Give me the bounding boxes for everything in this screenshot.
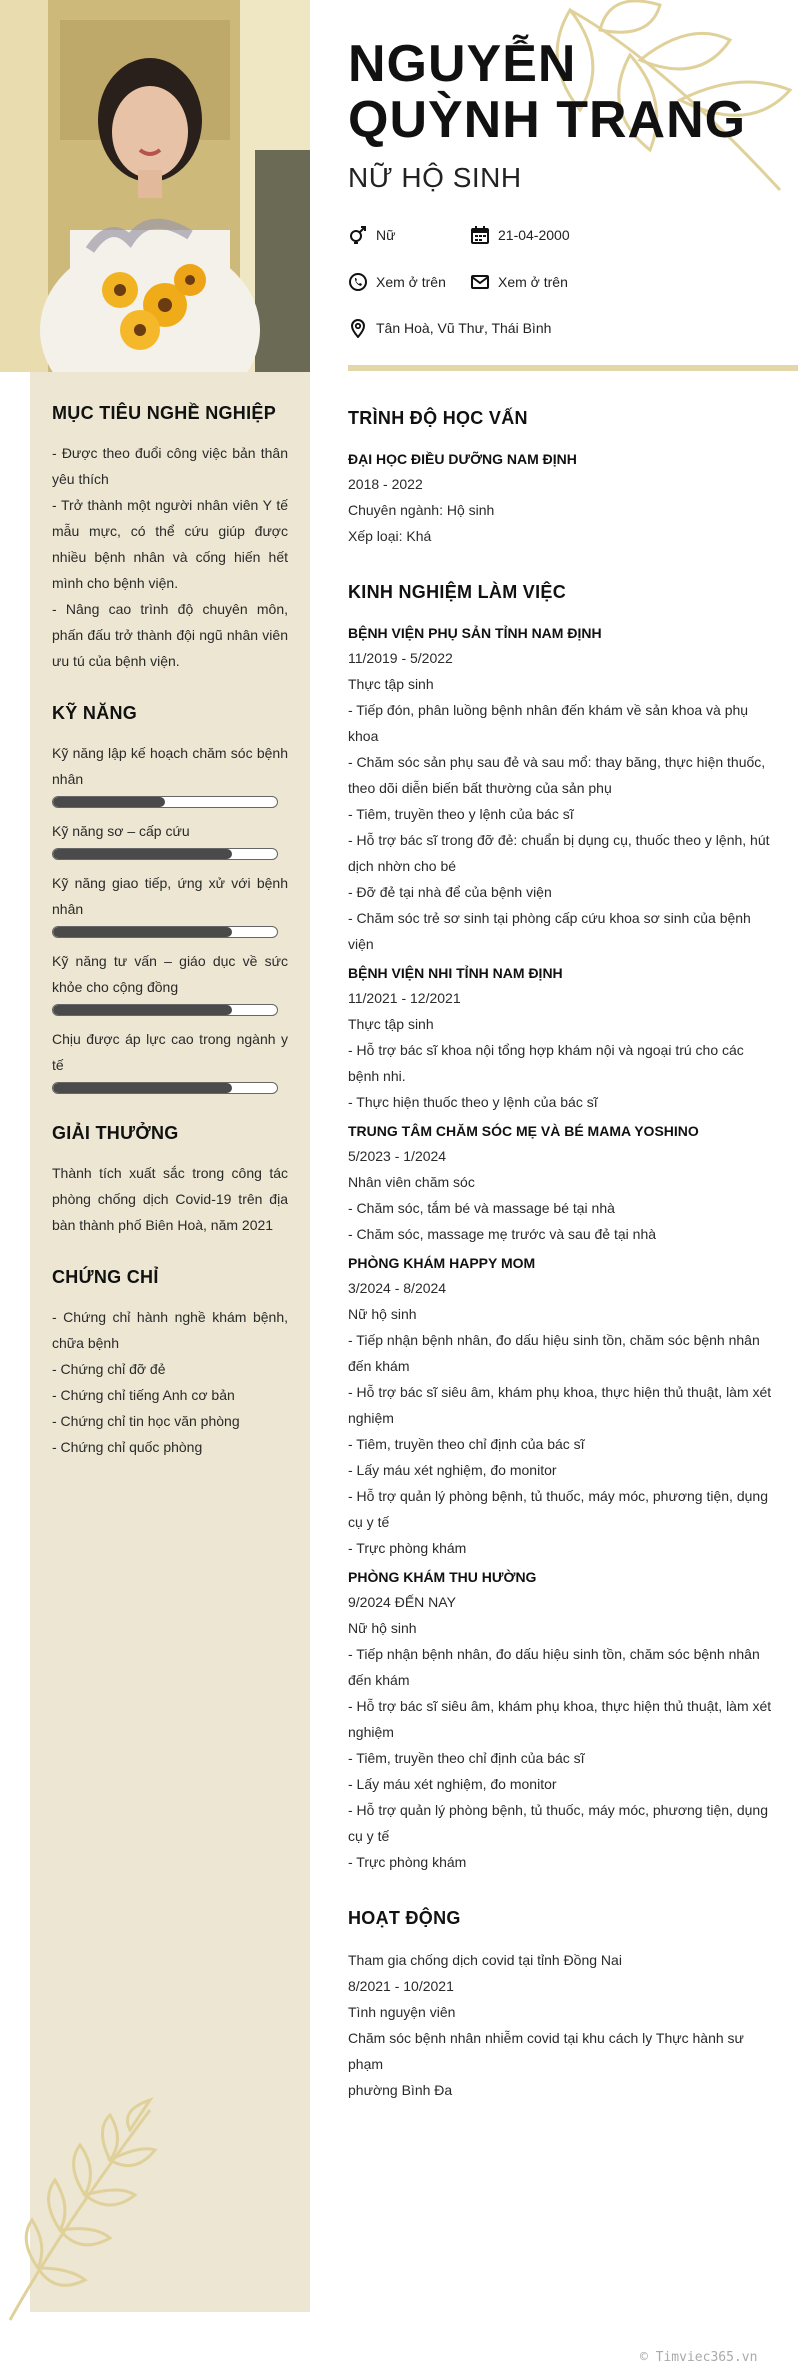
job-task: - Hỗ trợ quản lý phòng bệnh, tủ thuốc, máy móc, phương tiện, dụng cụ y tế: [348, 1488, 768, 1530]
certificate-item: - Chứng chỉ quốc phòng: [52, 1439, 203, 1455]
job-period: 11/2021 - 12/2021: [348, 990, 461, 1006]
gender-row: [348, 225, 395, 245]
skill-name: Chịu được áp lực cao trong ngành y tế: [52, 1031, 288, 1073]
job-task: - Tiếp nhận bệnh nhân, đo dấu hiệu sinh tồn, chăm sóc bệnh nhân đến khám: [348, 1332, 760, 1374]
activity-role: Tình nguyện viên: [348, 2004, 456, 2020]
job-title: NỮ HỘ SINH: [348, 162, 522, 193]
job-entry: [348, 1119, 773, 1247]
job-entry: [348, 961, 773, 1115]
activity-name: Tham gia chống dịch covid tại tỉnh Đồng Nai: [348, 1952, 622, 1968]
skill-name: Kỹ năng giao tiếp, ứng xử với bệnh nhân: [52, 875, 288, 917]
job-task: - Hỗ trợ bác sĩ trong đỡ đẻ: chuẩn bị dụng cụ, thuốc theo y lệnh, hút dịch nhờn cho bé: [348, 832, 770, 874]
skills-title: KỸ NĂNG: [52, 703, 138, 723]
certificates-section: [52, 1264, 288, 1460]
phone-row: [348, 272, 446, 292]
job-task: - Tiếp đón, phân luồng bệnh nhân đến khám về sản khoa và phụ khoa: [348, 702, 749, 744]
job-period: 9/2024 ĐẾN NAY: [348, 1594, 456, 1610]
education-section: [348, 405, 773, 549]
job-task: - Trực phòng khám: [348, 1854, 467, 1870]
job-role: Nữ hộ sinh: [348, 1620, 417, 1636]
job-task: - Chăm sóc sản phụ sau đẻ và sau mổ: thay băng, thực hiện thuốc, theo dõi diễn biến bất thường của sản phụ: [348, 754, 766, 796]
jobs-list: [348, 621, 773, 1875]
job-entry: [348, 1251, 773, 1561]
dob-value: 21-04-2000: [498, 227, 570, 243]
awards-title: GIẢI THƯỞNG: [52, 1123, 179, 1143]
job-task: - Hỗ trợ bác sĩ siêu âm, khám phụ khoa, thực hiện thủ thuật, làm xét nghiệm: [348, 1698, 772, 1740]
certificate-item: - Chứng chỉ đỡ đẻ: [52, 1361, 166, 1377]
job-task: - Thực hiện thuốc theo y lệnh của bác sĩ: [348, 1094, 598, 1110]
name-line-2: QUỲNH TRANG: [348, 91, 747, 149]
email-value: Xem ở trên: [498, 274, 568, 290]
skill-name: Kỹ năng tư vấn – giáo dục về sức khỏe cho cộng đồng: [52, 953, 288, 995]
activity-place: phường Bình Đa: [348, 2082, 453, 2098]
education-period: 2018 - 2022: [348, 476, 423, 492]
job-company: PHÒNG KHÁM THU HƯỜNG: [348, 1569, 537, 1585]
job-company: BỆNH VIỆN NHI TỈNH NAM ĐỊNH: [348, 965, 563, 981]
experience-section: [348, 579, 773, 1875]
skill-bar-fill: [53, 927, 232, 937]
address-value: Tân Hoà, Vũ Thư, Thái Bình: [376, 320, 552, 336]
job-company: PHÒNG KHÁM HAPPY MOM: [348, 1255, 536, 1271]
job-task: - Hỗ trợ bác sĩ siêu âm, khám phụ khoa, thực hiện thủ thuật, làm xét nghiệm: [348, 1384, 772, 1426]
certificate-item: - Chứng chỉ hành nghề khám bệnh, chữa bệnh: [52, 1309, 288, 1351]
job-company: BỆNH VIỆN PHỤ SẢN TỈNH NAM ĐỊNH: [348, 625, 602, 641]
watermark: © Timviec365.vn: [640, 2350, 758, 2365]
job-task: - Tiêm, truyền theo chỉ định của bác sĩ: [348, 1436, 585, 1452]
education-grade: Xếp loại: Khá: [348, 528, 432, 544]
gender-icon: [348, 225, 368, 245]
job-period: 5/2023 - 1/2024: [348, 1148, 447, 1164]
awards-section: [52, 1120, 288, 1238]
job-task: - Đỡ đẻ tại nhà để của bệnh viện: [348, 884, 552, 900]
job-role: Nữ hộ sinh: [348, 1306, 417, 1322]
objective-line: - Nâng cao trình độ chuyên môn, phấn đấu trở thành đội ngũ nhân viên ưu tú của bệnh viện.: [52, 601, 288, 669]
job-period: 3/2024 - 8/2024: [348, 1280, 447, 1296]
location-pin-icon: [348, 318, 368, 338]
skill-item: [52, 870, 288, 938]
skill-name: Kỹ năng lập kế hoạch chăm sóc bệnh nhân: [52, 745, 288, 787]
objective-title: MỤC TIÊU NGHỀ NGHIỆP: [52, 403, 277, 423]
job-task: - Tiêm, truyền theo chỉ định của bác sĩ: [348, 1750, 585, 1766]
skill-bar: [52, 796, 278, 808]
certificate-item: - Chứng chỉ tiếng Anh cơ bản: [52, 1387, 235, 1403]
job-task: - Lấy máu xét nghiệm, đo monitor: [348, 1462, 557, 1478]
certificates-title: CHỨNG CHỈ: [52, 1267, 159, 1287]
certificate-item: - Chứng chỉ tin học văn phòng: [52, 1413, 240, 1429]
leaf-branch-icon: [0, 2090, 160, 2330]
skill-bar: [52, 1082, 278, 1094]
skill-bar: [52, 1004, 278, 1016]
email-row: [470, 272, 568, 292]
header-divider: [348, 365, 798, 371]
skill-bar-fill: [53, 797, 165, 807]
skill-item: [52, 948, 288, 1016]
skill-bar-fill: [53, 1005, 232, 1015]
job-role: Thực tập sinh: [348, 676, 434, 692]
activities-section: [348, 1905, 773, 2103]
phone-icon: [348, 272, 368, 292]
skill-item: [52, 818, 288, 860]
address-row: [348, 318, 551, 338]
job-task: - Chăm sóc, tắm bé và massage bé tại nhà: [348, 1200, 615, 1216]
job-task: - Tiếp nhận bệnh nhân, đo dấu hiệu sinh tồn, chăm sóc bệnh nhân đến khám: [348, 1646, 760, 1688]
phone-value: Xem ở trên: [376, 274, 446, 290]
job-task: - Trực phòng khám: [348, 1540, 467, 1556]
education-major: Chuyên ngành: Hộ sinh: [348, 502, 495, 518]
activity-period: 8/2021 - 10/2021: [348, 1978, 454, 1994]
skill-bar: [52, 926, 278, 938]
profile-photo: [0, 0, 310, 372]
skill-item: [52, 1026, 288, 1094]
job-company: TRUNG TÂM CHĂM SÓC MẸ VÀ BÉ MAMA YOSHINO: [348, 1123, 699, 1139]
gender-value: Nữ: [376, 227, 396, 243]
right-column: [348, 405, 773, 2133]
activities-title: HOẠT ĐỘNG: [348, 1908, 461, 1928]
job-role: Thực tập sinh: [348, 1016, 434, 1032]
calendar-icon: [470, 225, 490, 245]
name-line-1: NGUYỄN: [348, 35, 577, 93]
job-role: Nhân viên chăm sóc: [348, 1174, 475, 1190]
school-name: ĐẠI HỌC ĐIỀU DƯỠNG NAM ĐỊNH: [348, 451, 577, 467]
dob-row: [470, 225, 570, 245]
job-task: - Lấy máu xét nghiệm, đo monitor: [348, 1776, 557, 1792]
objective-line: - Trở thành một người nhân viên Y tế mẫu mực, có thể cứu giúp được nhiều bệnh nhân và cống hiến hết mình cho bệnh viện.: [52, 497, 288, 591]
skills-section: [52, 700, 288, 1094]
email-icon: [470, 272, 490, 292]
education-title: TRÌNH ĐỘ HỌC VẤN: [348, 408, 528, 428]
full-name: [348, 36, 778, 148]
skill-bar-fill: [53, 1083, 232, 1093]
job-task: - Chăm sóc, massage mẹ trước và sau đẻ tại nhà: [348, 1226, 657, 1242]
skill-name: Kỹ năng sơ – cấp cứu: [52, 823, 190, 839]
job-task: - Hỗ trợ bác sĩ khoa nội tổng hợp khám nội và ngoại trú cho các bệnh nhi.: [348, 1042, 744, 1084]
award-text: Thành tích xuất sắc trong công tác phòng chống dịch Covid-19 trên địa bàn thành phố Biên Hoà, năm 2021: [52, 1165, 288, 1233]
activity-desc: Chăm sóc bệnh nhân nhiễm covid tại khu cách ly Thực hành sư phạm: [348, 2030, 744, 2072]
job-task: - Chăm sóc trẻ sơ sinh tại phòng cấp cứu khoa sơ sinh của bệnh viện: [348, 910, 751, 952]
job-task: - Hỗ trợ quản lý phòng bệnh, tủ thuốc, máy móc, phương tiện, dụng cụ y tế: [348, 1802, 768, 1844]
left-column: [52, 400, 288, 1486]
job-entry: [348, 1565, 773, 1875]
job-task: - Tiêm, truyền theo y lệnh của bác sĩ: [348, 806, 574, 822]
objective-line: - Được theo đuổi công việc bản thân yêu thích: [52, 445, 288, 487]
job-period: 11/2019 - 5/2022: [348, 650, 453, 666]
header: [348, 36, 778, 194]
experience-title: KINH NGHIỆM LÀM VIỆC: [348, 582, 567, 602]
objective-section: [52, 400, 288, 674]
skill-bar: [52, 848, 278, 860]
job-entry: [348, 621, 773, 957]
skill-item: [52, 740, 288, 808]
skill-bar-fill: [53, 849, 232, 859]
